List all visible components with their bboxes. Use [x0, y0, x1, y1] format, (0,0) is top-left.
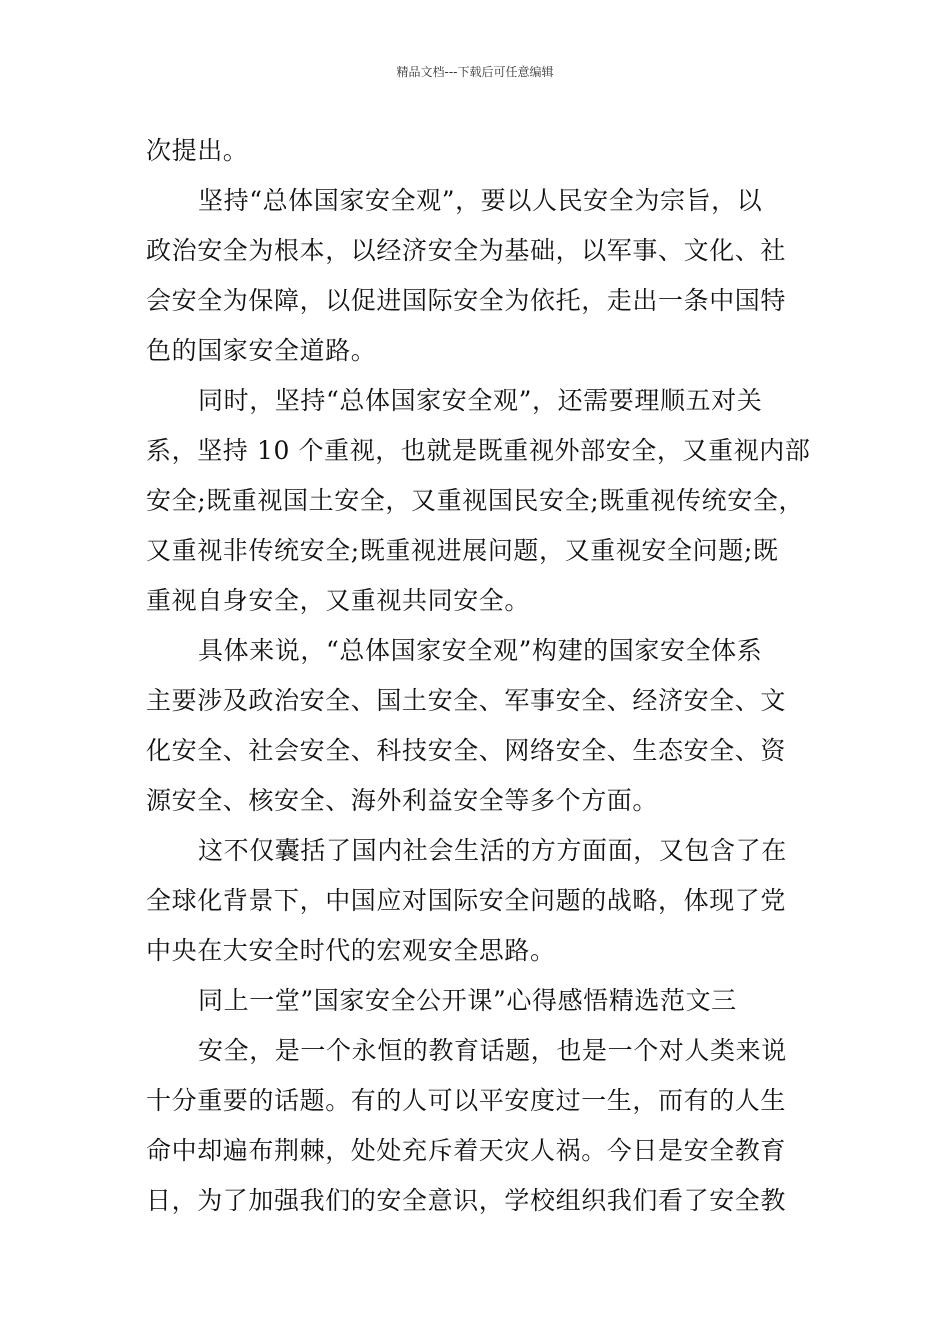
text-line: 政治安全为根本，以经济安全为基础，以军事、文化、社	[146, 236, 787, 265]
text-line: 又重视非传统安全;既重视进展问题，又重视安全问题;既	[146, 536, 779, 565]
section-heading: 同上一堂”国家安全公开课”心得感悟精选范文三	[198, 986, 737, 1015]
paragraph-start-line: 坚持“总体国家安全观”，要以人民安全为宗旨，以	[198, 186, 763, 215]
paragraph-start-line: 这不仅囊括了国内社会生活的方方面面，又包含了在	[198, 836, 787, 865]
text-line: 化安全、社会安全、科技安全、网络安全、生态安全、资	[146, 736, 787, 765]
text-line: 主要涉及政治安全、国土安全、军事安全、经济安全、文	[146, 686, 787, 715]
text-line: 源安全、核安全、海外利益安全等多个方面。	[146, 786, 659, 815]
text-line: 重视自身安全，又重视共同安全。	[146, 586, 531, 615]
text-line: 系，坚持 10 个重视，也就是既重视外部安全，又重视内部	[146, 436, 811, 465]
text-line: 命中却遍布荆棘，处处充斥着天灾人祸。今日是安全教育	[146, 1136, 787, 1165]
page-header: 精品文档---下载后可任意编辑	[396, 65, 554, 79]
text-line: 色的国家安全道路。	[146, 336, 377, 365]
text-line: 全球化背景下，中国应对国际安全问题的战略，体现了党	[146, 886, 787, 915]
paragraph-start-line: 同时，坚持“总体国家安全观”，还需要理顺五对关	[198, 386, 763, 415]
document-body	[146, 126, 816, 1226]
paragraph-start-line: 安全，是一个永恒的教育话题，也是一个对人类来说	[198, 1036, 787, 1065]
text-line: 中央在大安全时代的宏观安全思路。	[146, 936, 556, 965]
text-line: 安全;既重视国土安全，又重视国民安全;既重视传统安全，	[146, 486, 805, 515]
text-line: 会安全为保障，以促进国际安全为依托，走出一条中国特	[146, 286, 787, 315]
text-line: 次提出。	[146, 136, 249, 165]
text-line: 日，为了加强我们的安全意识，学校组织我们看了安全教	[146, 1186, 787, 1215]
paragraph-start-line: 具体来说，“总体国家安全观”构建的国家安全体系	[198, 636, 763, 665]
text-line: 十分重要的话题。有的人可以平安度过一生，而有的人生	[146, 1086, 787, 1115]
